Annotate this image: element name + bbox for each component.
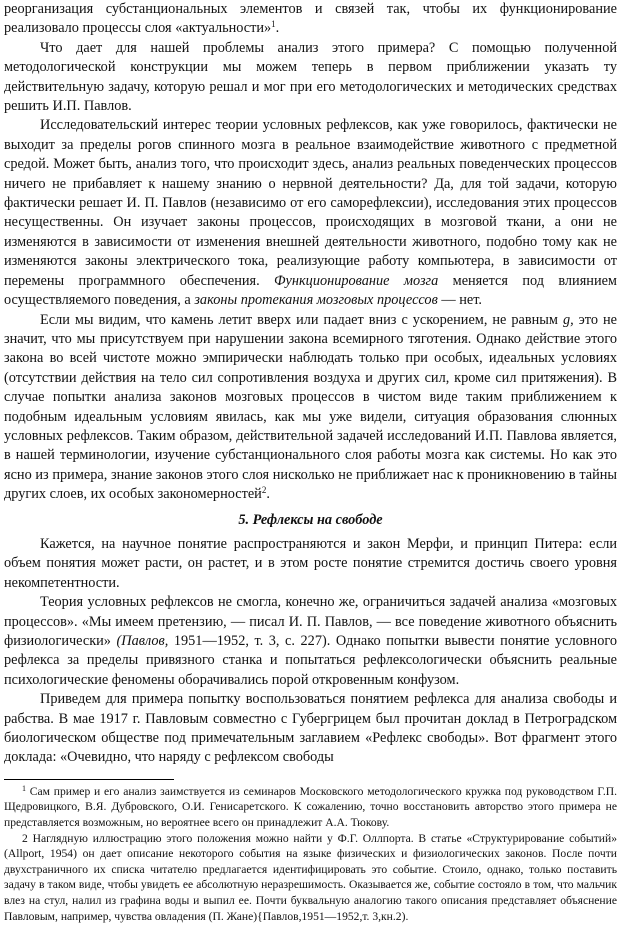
footnote-divider [4,779,174,780]
footnote-1: $^1$ Сам пример и его анализ заимствуется из семинаров Московского методологического кружка под руководством Г.П. Щедровицкого, В.Я. Дубровского, О.И. Генисаретского. К сожалению, точно восстановить авторство этого примера не представляется возможным, но вероятнее всего он принадлежит А.А. Тюкову. [4,783,617,830]
paragraph-5: Кажется, на научное понятие распространяются и закон Мерфи, и принцип Питера: если объем понятия может расти, он растет, и в этом росте понятие стремится достичь своего уровня некомпетентности. [4,535,617,591]
emphasis-brain-process-laws: законы протекания мозговых процессов [194,292,438,309]
emphasis-g: g, [562,311,574,328]
paragraph-4: Если мы видим, что камень летит вверх или падает вниз с ускорением, не равным g, это не значит, что мы присутствуем при нарушении закона всемирного тяготения. Однако действие этого закона во всей чистоте можно эмпирически наблюдать только при особых, идеальных условиях (отсутствии действия на тело сил сопротивления воздуха и других сил, кроме сил притяжения). В случае попытки анализа законов мозговых процессов в чистом виде таким приближением к подобным идеальным условиям явилась, как мы уже видели, ситуация образования слюнных условных рефлексов. Таким образом, действительной задачей исследований И.П. Павлова является, в нашей терминологии, изучение субстанционального слоя работы мозга как системы. Но как это ясно из примера, знание законов этого слоя нисколько не приближает нас к проникновению в тайны других слоев, их особых закономерностей$^2$. [4,311,617,503]
footnote-ref-1[interactable]: 1 [271,19,276,30]
paragraph-2: Что дает для нашей проблемы анализ этого примера? С помощью полученной методологической конструкции мы можем теперь в первом приближении указать ту действительную задачу, которую решал и мог при его методологических и методических средствах решить И.П. Павлов. [4,39,617,115]
paragraph-3: Исследовательский интерес теории условных рефлексов, как уже говорилось, фактически не выходит за пределы рогов спинного мозга в реальное взаимодействие животного с предметной средой. Может быть, анализ того, что происходит здесь, анализ реальных поведенческих процессов ничего не прибавляет к нашему знанию о нервной деятельности? Да, для той задачи, которую фактически решает И. П. Павлов (независимо от его саморефлексии), исследования этих процессов несущественны. Он изучает законы процессов, происходящих в мозговой ткани, а они не изменяются в зависимости от изменения внешней деятельности животного, подобно тому как не изменяются законы электрического тока, реализующие работу компьютера, в зависимости от перемены программного обеспечения. Функционирование мозга меняется под влиянием осуществляемого поведения, а законы протекания мозговых процессов — нет. [4,117,617,309]
footnote-2: 2 Наглядную иллюстрацию этого положения можно найти у Ф.Г. Оллпорта. В статье «Структурирование событий» (Allport, 1954) он дает описание некоторого события на языке физических и физиологических законов. После почти двухстраничного их списка читателю предлагается идентифицировать это событие. Стоило, однако, только поставить задачу в таком виде, чтобы увидеть ее абсолютную неразрешимость. Оказывается же, событие состояло в том, что мальчик влез на стул, налил из графина воды и выпил ее. Почти буквальную аналогию такого описания представляет объяснение Павловым, например, чувства овладения (П. Жане){Павлов,1951—1952,т. 3,кн.2). [4,831,617,923]
emphasis-brain-functioning: Функционирование мозга [274,272,439,289]
document-page [4,0,617,924]
paragraph-7: Приведем для примера попытку воспользоваться понятием рефлекса для анализа свободы и рабства. В мае 1917 г. Павловым совместно с Губергрицем был прочитан доклад в Петроградском биологическом обществе под примечательным заглавием «Рефлекс свободы». Вот фрагмент этого доклада: «Очевидно, что наряду с рефлексом свободы [4,691,617,766]
paragraph-1: реорганизация субстанциональных элементов и связей так, чтобы их функционирование реализовало процессы слоя «актуальности»$^1$. [4,1,617,37]
footnotes [4,784,617,924]
footnote-1-mark: 1 [22,783,26,793]
emphasis-citation-author: (Павлов, [116,633,169,649]
footnote-ref-2[interactable]: 2 [261,485,267,496]
section-heading: 5. Рефлексы на свободе [238,511,383,528]
paragraph-6: Теория условных рефлексов не смогла, конечно же, ограничиться задачей анализа «мозговых процессов». «Мы имеем претензию, — писал И. П. Павлов, — все поведение животного объяснить физиологически» (Павлов, 1951—1952, т. 3, с. 227). Однако попытки вывести понятие условного рефлекса за пределы привязного станка и попытаться рефлексологически объяснить реальные психологические феномены оборачивались порой откровенным конфузом. [4,594,617,688]
